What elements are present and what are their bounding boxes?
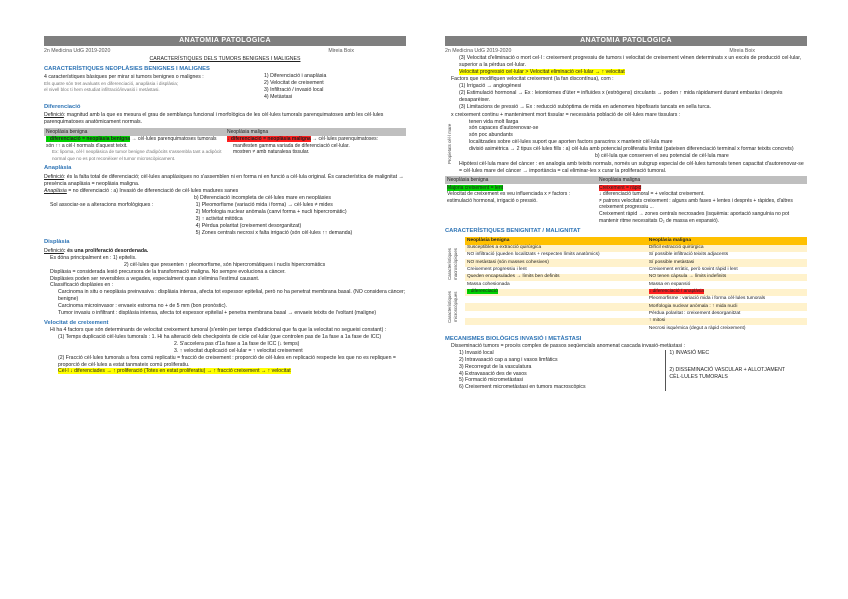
list-item: 4) Metàstasi [264, 93, 293, 100]
highlight: Majoria creixement = lent [447, 184, 503, 191]
highlight: Cèl·l ↓ diferenciades → ↑ proliferació (Totes en estat proliferatiu) → ↑ fracció creixement → ↑ velocitat [58, 368, 291, 375]
section-heading: Diferenciació [44, 103, 81, 110]
table-cell: Difícil extracció quirúrgica [647, 245, 807, 252]
table-cell: Sí possible metàstasi [647, 259, 807, 266]
highlight: ↑ diferenciació = neoplàsia benigna [46, 136, 131, 143]
diff-table [44, 128, 406, 162]
meta-row [445, 46, 807, 55]
bullet: Factors que modifiquen velocitat creixement (la fan discontínua), com : [451, 76, 614, 83]
list-item: 3) ↑ activitat mitòtica [195, 215, 243, 222]
cascade-group: 1) INVASIÓ MEC [669, 350, 710, 357]
paragraph [44, 248, 406, 255]
author-label: Mireia Boix [328, 48, 354, 54]
paragraph [44, 112, 406, 126]
stem-item: tenen vida molt llarga [469, 118, 519, 125]
list-item: 3) Recorregut de la vasculatura [459, 363, 532, 370]
paragraph [44, 188, 406, 195]
table-cell: Creixement progressiu i lent [467, 267, 527, 273]
highlight: Creixement = ràpid [599, 184, 642, 191]
def-label: Definició [44, 173, 64, 180]
section-heading: MECANISMES BIOLÒGICS INVASIÓ I METÀSTASI [445, 335, 582, 342]
note: el nivell bloc ti hem estudiat infiltració/invasió i metàstasi. [44, 87, 160, 93]
morph-list [44, 202, 406, 236]
sub-bullet: Tumor invasiu o infiltrant : displàsia intensa, afecta tot espessor epitelial + penetra membrana basal → envaeix teixits de l'voltant (maligne) [58, 309, 377, 316]
list-item: 3) Infiltració / invasió local [264, 87, 324, 94]
meta-row [44, 46, 406, 55]
table-cell: Pèrdua polaritat : creixement desorganitzat [648, 311, 741, 317]
bullet: x creixement continu + manteniment mort tissular = necessària població de cèl·lules mare tissulars : [451, 111, 681, 118]
def-text: : és la falta total de diferenciació; cèl·lules anaplàsiques no s'assemblen ni en forma ni en funció a cèl·lula original. És característica de malignitat → presència anaplàsia = neoplàsia maligna. [44, 173, 404, 187]
cascade-list [445, 350, 807, 391]
page-left [44, 36, 406, 556]
table-cell: Pleomorfisme : variació mida i forma cèl·lules tumorals [648, 296, 766, 302]
bullet: Disseminació tumors = procés complex de passos seqüencials anomenat cascada invasió-metàstasi : [451, 343, 685, 350]
section-heading: Displàsia [44, 239, 70, 246]
paragraph [44, 174, 406, 188]
factor: (3) Velocitat d'eliminació o mort cel·l : creixement progressiu de tumors i velocitat de creixement vénen determinats x un excés de producció cel·lular, superior a la pèrdua cel·lular. [459, 54, 802, 68]
list-item: 5) Zones centrals necrosi x falta irrigació (són cèl·lules ↑↑ demanda) [195, 229, 353, 236]
def-label: Definició [44, 248, 64, 255]
list-item: 2) Morfologia nuclear anòmala (canvi forma + nucli hipercromàtic) [195, 209, 347, 215]
list-item: 5) Formació micrometàstasi [459, 377, 523, 384]
bullet: Displàsia = considerada lesió precursora de la transformació maligna. No sempre evoluciona a càncer. [50, 268, 286, 275]
table-cell: ↑ diferenciació [467, 289, 498, 295]
macro-side-label: Característiques macroscòpiques [447, 248, 458, 281]
stem-side-label: Propietats cèl·l mare [447, 123, 452, 164]
cell-text: ↓ diferenciació tumoral = + velocitat creixement. [599, 191, 705, 198]
page-right [445, 36, 807, 556]
table-cell: Necrosi isquèmica (degut a ràpid creixement) [648, 325, 746, 331]
bullet: Hi ha 4 factors que són determinants de velocitat creixement tumoral (s'entén per temps d'addicional que fa que la velocitat no segueixi constant) : [50, 327, 387, 334]
cell-text: Creixement ràpid → zones centrals necrosades (isquèmia: aportació sanguínia no pot mantenir ritme necessitats O₂ de massa en expansió). [599, 210, 790, 224]
bullet: Es dóna principalment en : 1) epitelis. [50, 254, 137, 261]
list-item: 1) Invasió local [459, 350, 494, 357]
table-cell: ↑ mitosi [647, 318, 807, 325]
bullet: Classificació displàsies en : [50, 282, 114, 289]
table-header: Neoplàsia benigna [465, 237, 647, 244]
table-cell: Morfologia nuclear anòmala : ↑ mida nucli [647, 303, 807, 310]
paragraph: Sol associar-se a alteracions morfològiques : [50, 202, 154, 209]
four-features [44, 73, 406, 100]
term: Anaplàsia [44, 188, 67, 195]
benign-malign-table [465, 237, 807, 332]
sub-bullet: Carcinoma in situ o neoplàsia preinvasiva : displàsia intensa, afecta tot espessor epitelial, però no ha penetrat membrana basal. (NO considera càncer; benigne) [58, 289, 406, 303]
highlight: Velocitat progressió cel·lular > Velocitat eliminació cel·lular → ↑ velocitat [459, 68, 625, 75]
table-cell: NO infiltració (queden localitzats + respecten límits anatòmics) [467, 252, 600, 258]
table-cell: Sí possible infiltració teixits adjacents [648, 252, 729, 258]
cell-note: Ex: lipoma, cèl·l neoplàsica de tumor benigne d'adipòcits s'assembla tant a adipòcit normal que no es pot reconèixer el tumor microscòpicament. [52, 149, 222, 161]
note: Els quatre són tret avaluats en diferenciació, anaplàsia i displàsia; [44, 81, 179, 87]
table-cell: ↓ diferenciació / anaplàsia [648, 289, 705, 295]
paragraph: 4 característiques bàsiques per mirar si tumors benignes o malignes : [44, 74, 204, 81]
paragraph: b) Diferenciació incompleta de cèl·lules mare en neoplàsies [194, 195, 331, 202]
table-cell: NO metàstasi (són masses cohesives) [465, 259, 647, 266]
table-header: Neoplàsia maligna [225, 128, 406, 136]
table-header: Neoplàsia maligna [647, 237, 807, 244]
micro-side-label: Característiques microscòpiques [447, 291, 458, 324]
list-item: 1) Diferenciació i anaplàsia [264, 73, 327, 80]
banner: ANATOMIA PATOLÒGICA [44, 36, 406, 46]
factor: (2) Fracció cèl·lules tumorals a fora comú replicatiu = fracció de creixement : proporció de cèl·lules en replicació respecte les que no es repliquen = proporció de cèl·lules a estat tanmateix comú proliferatiu. [58, 354, 396, 368]
cell-text: → cèl·lules parenquimatoses tumorals són ↑↑ a cèl·l normals d'aquest teixit. [46, 136, 217, 149]
sub-bullet: Carcinoma microinvasor : envaeix estroma no + de 5 mm (bon pronòstic). [58, 302, 228, 309]
banner: ANATOMIA PATOLÒGICA [445, 36, 807, 46]
def-text: : és una proliferació desordenada. [63, 248, 149, 255]
sub-item: (1) Irrigació → angiogènesi [459, 83, 522, 90]
highlight: ↓ diferenciació = neoplàsia maligna [227, 136, 311, 143]
section-heading: Anaplàsia [44, 165, 72, 172]
sub-item: (3) Limitacions de pressió → Ex : reducció subòptima de mida en adenomes hipofisaris tancats en sella turca. [459, 103, 712, 110]
section-heading: CARACTERÍSTIQUES NEOPLÀSIES BENIGNES I MALIGNES [44, 65, 210, 72]
doc-title: CARACTERÍSTIQUES DELS TUMORS BENIGNES I MALIGNES [149, 55, 301, 62]
table-cell: Massa en expansió [648, 281, 691, 287]
list-item: 4) Extravasació des de vasos [459, 370, 527, 377]
cell-text: ≠ patrons velocitats creixement : alguns amb fases + lentes i després + ràpides, d'altres creixement progressiu ... [599, 197, 793, 211]
list-item: 6) Creixement micrometàstasi en tumors macroscòpics [459, 384, 586, 391]
list-item: 1) Pleomorfisme (variació mida i forma) → cèl·lules ≠ mides [195, 202, 333, 209]
table-header: Neoplàsia benigna [445, 176, 597, 184]
table-cell: Susceptibles a extracció quirúrgica [465, 245, 647, 252]
list-item: 2) Intravasació cap a sang i vasos limfàtics [459, 356, 558, 363]
course-label: 2n Medicina UdG 2019-2020 [445, 48, 512, 54]
factor-cont: 3. ↑ velocitat duplicació cel·lular = ↑ velocitat creixement [174, 347, 303, 354]
course-label: 2n Medicina UdG 2019-2020 [44, 48, 111, 54]
stem-item: són poc abundants [469, 132, 513, 139]
section-heading: CARACTERÍSTIQUES BENIGNITAT / MALIGNITAT [445, 227, 581, 234]
stem-item: b) cèl·lula que conserven el seu potencial de cèl·lula mare [595, 152, 729, 159]
table-header: Neoplàsia maligna [597, 176, 807, 184]
cell-bullet: manifesten gamma variada de diferenciació cel·lular. [233, 142, 350, 149]
sub-item: (2) Estimulació hormonal → Ex : leiomiomes d'úter = influïdes x (estrògens) circulants → poden ↑ mida ràpidament durant embaràs i després desaparèixer. [459, 90, 783, 104]
def-label: Definició [44, 112, 64, 119]
table-header: Neoplàsia benigna [44, 128, 225, 136]
list-item: 2) Velocitat de creixement [264, 80, 324, 87]
stem-item: divisió asimètrica → 2 tipus cèl·lules fills : a) cèl·lula amb potencial proliferatiu limitat (pateixen diferenciació terminal x formar teixits concrets) [469, 146, 794, 153]
section-heading: Velocitat de creixement [44, 319, 109, 326]
stem-item: localitzades sobre cèl·lules suport que aporten factors paracrins x mantenir cèl·lula mare [469, 139, 673, 146]
factor: (1) Temps duplicació cèl·lules tumorals : 1. Hi ha alteració dels checkpoints de cicle cel·lular (que controlen pas de 1a fase a 1a fase de ICC) [58, 334, 382, 341]
table-cell: Creixement erràtic, però sovint ràpid i lent [648, 267, 738, 273]
cell-text: → cèl·lules parenquimatoses: [310, 136, 379, 143]
table-cell: Queden encapsulades → límits ben definits [465, 274, 647, 281]
paragraph-text: = no diferenciació : a) Invasió de diferenciació de cèl·lules madures sanes [68, 188, 239, 195]
hypothesis: Hipòtesi cèl·lula mare del càncer : en analogia amb teixits normals, només un subgrup especial de cèl·lules tumorals tenen capacitat d'autorenovar-se = cèl·lules mare del càncer → importància = cal eliminar-les x curar la proliferació tumoral. [459, 160, 804, 174]
cell-bullet: mostren ≠ amb naturalesa tissular. [233, 149, 310, 156]
growth-table [445, 176, 807, 224]
stem-item: són capaces d'autorenovar-se [469, 125, 539, 132]
bullet-cont: 2) cèl·lules que presenten ↑ pleomorfisme, són hipercromàtiques i nuclis hipercromàtics [124, 261, 326, 268]
list-item: 4) Pèrdua polaritat (creixement desorganitzat) [195, 222, 302, 229]
cascade-group: 2) DISSEMINACIÓ VASCULAR + ALLOTJAMENT CÈL·LULES TUMORALS [669, 366, 785, 380]
def-text: : magnitud amb la que es mesura el grau de semblança funcional i morfològica de les cèl·lules tumorals parenquimatoses amb les cèl·lules parenquimatoses anatòmicament normals. [44, 112, 384, 126]
bullet: Displàsies poden ser reversibles a vegades, especialment quan s'elimina l'estímul causant. [50, 275, 260, 282]
cell-text: Velocitat de creixement es veu influenciada x ≠ factors : estimulació hormonal, irrigació o pressió. [447, 191, 571, 204]
author-label: Mireia Boix [729, 48, 755, 54]
factor-cont: 2. S'accelera pas d'1a fase a 1a fase de ICC (↓ temps) [174, 341, 300, 348]
table-cell: NO tenen càpsula → límits indefinits [647, 274, 807, 281]
table-cell: Massa cohesionada [467, 281, 510, 287]
